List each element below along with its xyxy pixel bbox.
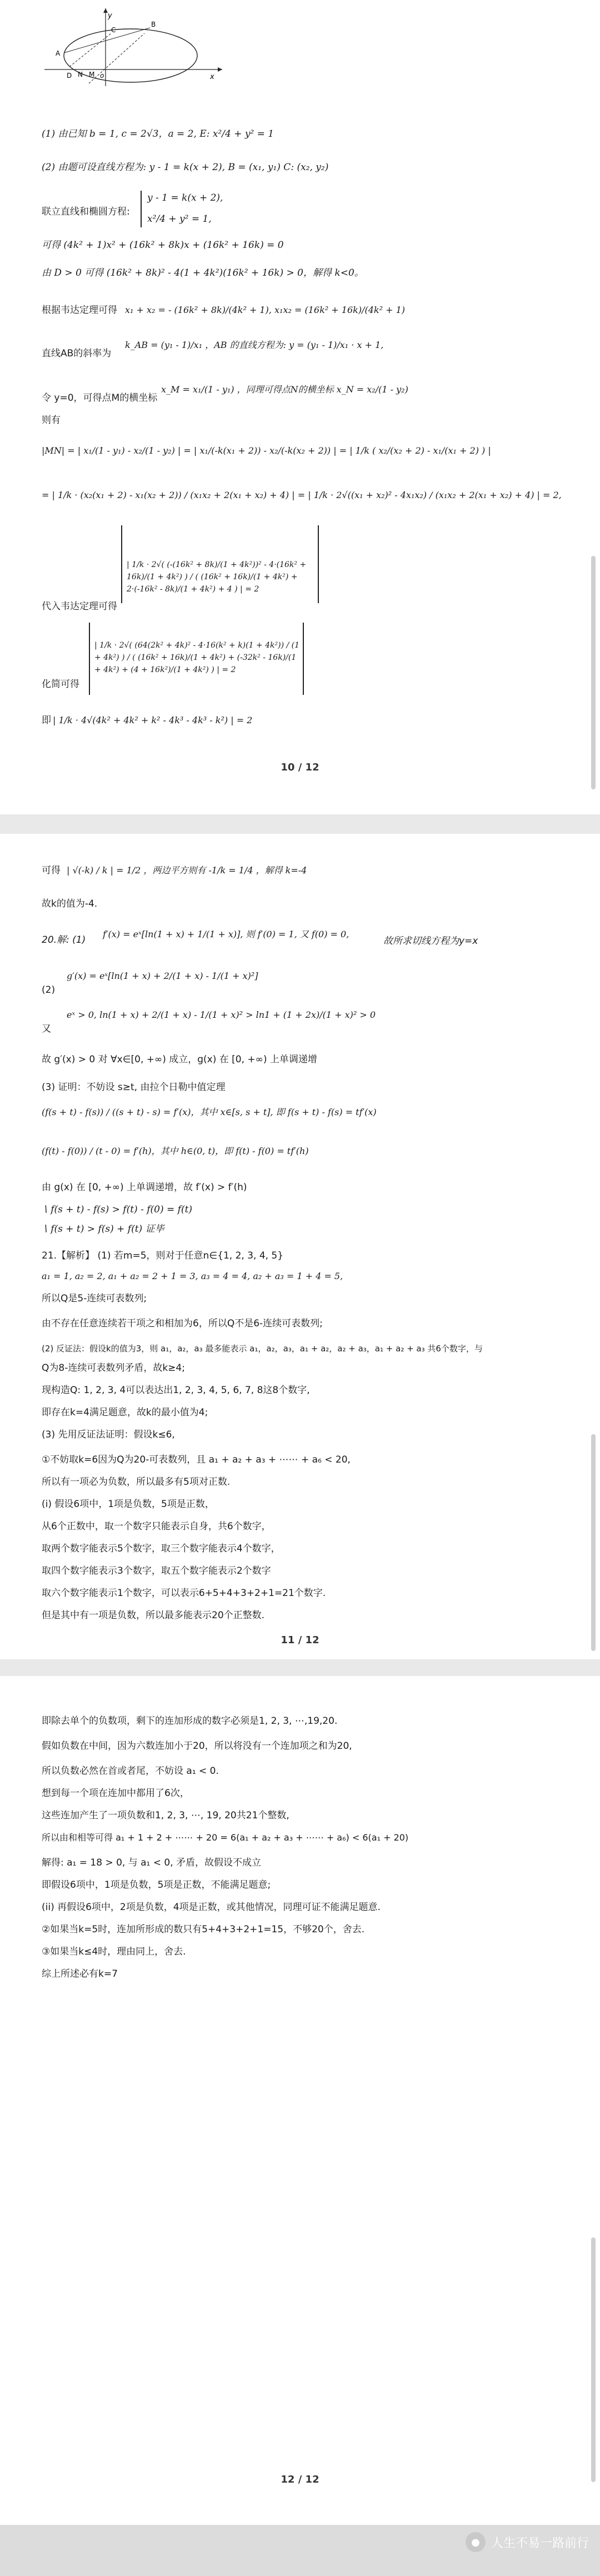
wechat-icon: ● — [466, 2532, 486, 2552]
p2-line-28: 取六个数字能表示1个数字，可以表示6+5+4+3+2+1=21个数字. — [42, 1588, 326, 1599]
p1-line-7-label: 直线AB的斜率为 — [42, 348, 112, 359]
p3-line-5: 这些连加产生了一项负数和1, 2, 3, ⋯, 19, 20共21个整数, — [42, 1810, 289, 1821]
p2-line-29: 但是其中有一项是负数，所以最多能表示20个正整数. — [42, 1610, 265, 1621]
scrollbar-thumb-page-12[interactable] — [591, 2237, 596, 2482]
page-number-12: 12 / 12 — [281, 2474, 319, 2485]
p2-line-27: 取四个数字能表示3个数字，取五个数字能表示2个数字 — [42, 1565, 271, 1577]
p2-line-7: (3) 证明：不妨设 s≥t, 由拉个日勒中值定理 — [42, 1082, 226, 1093]
system-brace — [141, 191, 142, 227]
p2-line-22: ①不妨取k=6因为Q为20-可表数列，且 a₁ + a₂ + a₃ + ⋯⋯ + a₆ < 20, — [42, 1454, 351, 1465]
point-label-n: N — [78, 71, 83, 78]
p1-line-2: (2) 由题可设直线方程为: y - 1 = k(x + 2), B = (x₁, y₁) C: (x₂, y₂) — [42, 162, 329, 173]
p2-line-23: 所以有一项必为负数，所以最多有5项对正数. — [42, 1476, 231, 1488]
p1-line-8-eq: x_M = x₁/(1 - y₁) ，同理可得点N的横坐标 x_N = x₂/(1 - y₂) — [161, 384, 408, 395]
p3-line-7: 解得: a₁ = 18 > 0, 与 a₁ < 0, 矛盾，故假设不成立 — [42, 1857, 262, 1868]
p2-line-5-label: 又 — [42, 1023, 51, 1035]
p2-line-19: 现构造Q: 1, 2, 3, 4可以表达出1, 2, 3, 4, 5, 6, 7, 8这8个数字, — [42, 1385, 310, 1396]
p1-line-3-label: 联立直线和椭圆方程: — [42, 206, 130, 217]
p3-line-3: 所以负数必然在首或者尾，不妨设 a₁ < 0. — [42, 1766, 219, 1777]
p2-line-3-eq: f′(x) = eˣ[ln(1 + x) + 1/(1 + x)], 则 f′(0) = 1, 又 f(0) = 0, — [103, 929, 349, 939]
p2-line-2: 故k的值为-4. — [42, 898, 98, 909]
watermark — [466, 2532, 589, 2552]
p2-line-10: 由 g(x) 在 [0, +∞) 上单调递增，故 f′(x) > f′(h) — [42, 1182, 247, 1193]
point-label-a: A — [56, 49, 61, 57]
p1-line-12-eq: | 1/k · 2√( (-(16k² + 8k)/(1 + 4k²))² - 4·(16k² + 16k)/(1 + 4k²) ) / ( (16k² + 16k)/(1 + 4k²) + 2·(-16k² - 8k)/(1 + 4k²) + 4 ) | = 2 — [127, 560, 307, 594]
p2-line-26: 取两个数字能表示5个数字，取三个数字能表示4个数字， — [42, 1543, 281, 1554]
point-label-b: B — [151, 21, 156, 28]
p1-line-5: 由 D > 0 可得 (16k² + 8k)² - 4(1 + 4k²)(16k² + 16k) > 0，解得 k<0。 — [42, 267, 364, 279]
p2-line-1-label: 可得 — [42, 865, 61, 876]
p2-line-18: Q为8-连续可表数列矛盾，故k≥4; — [42, 1362, 185, 1374]
p2-line-4-label: (2) — [42, 984, 56, 996]
point-label-d: D — [67, 72, 72, 79]
p2-line-3-note: 故所求切线方程为y=x — [383, 936, 478, 947]
p1-line-6-eq: x₁ + x₂ = - (16k² + 8k)/(4k² + 1), x₁x₂ = (16k² + 16k)/(4k² + 1) — [125, 305, 405, 315]
scrollbar-thumb-page-11[interactable] — [591, 1434, 596, 1651]
p1-line-3-eq1: y - 1 = k(x + 2), — [147, 192, 223, 203]
point-label-c: C — [111, 26, 116, 34]
p1-line-13-label: 化简可得 — [42, 679, 79, 690]
document-page-11 — [0, 834, 600, 1659]
p3-line-12: 综上所述必有k=7 — [42, 1968, 118, 1980]
p3-line-11: ③如果当k≤4时，理由同上，舍去. — [42, 1946, 186, 1957]
p2-line-24: (i) 假设6项中，1项是负数，5项是正数， — [42, 1499, 214, 1510]
p1-line-3-eq2: x²/4 + y² = 1, — [147, 213, 212, 225]
p2-line-3-label: 20.解: (1) — [42, 934, 86, 946]
p2-line-25: 从6个正数中，取一个数字只能表示自身，共6个数字， — [42, 1521, 271, 1532]
scrollbar-thumb-page-10[interactable] — [591, 556, 596, 789]
point-label-m: M — [89, 71, 95, 78]
p2-line-15: 所以Q是5-连续可表数列; — [42, 1293, 147, 1304]
watermark-text: 人生不易一路前行 — [491, 2536, 589, 2550]
p1-line-14-eq: | 1/k · 4√(4k² + 4k² + k² - 4k³ - 4k³ - k²) | = 2 — [53, 715, 253, 725]
p2-line-17: (2) 反证法：假设k的值为3，则 a₁，a₂，a₃ 最多能表示 a₁，a₂，a₃，a₁ + a₂，a₂ + a₃，a₁ + a₂ + a₃ 共6个数字，与 — [42, 1344, 483, 1354]
p2-line-9: (f(t) - f(0)) / (t - 0) = f′(h)，其中 h∈(0, t)，即 f(t) - f(0) = tf′(h) — [42, 1146, 309, 1156]
p2-line-13: 21.【解析】 (1) 若m=5，则对于任意n∈{1, 2, 3, 4, 5} — [42, 1250, 284, 1261]
document-page-12 — [0, 1676, 600, 2525]
page-number-11: 11 / 12 — [281, 1634, 319, 1646]
p2-line-21: (3) 先用反证法证明：假设k≤6, — [42, 1429, 175, 1440]
ellipse-diagram — [33, 6, 233, 89]
p1-line-6-label: 根据韦达定理可得 — [42, 305, 117, 316]
p2-line-5-eq: eˣ > 0, ln(1 + x) + 2/(1 + x) - 1/(1 + x)² > ln1 + (1 + 2x)/(1 + x)² > 0 — [67, 1009, 376, 1020]
p1-line-10: |MN| = | x₁/(1 - y₁) - x₂/(1 - y₂) | = | x₁/(-k(x₁ + 2)) - x₂/(-k(x₂ + 2)) | = | 1/k ( x₂/(x₂ + 2) - x₁/(x₁ + 2) ) | — [42, 445, 491, 456]
axis-label-x: x — [210, 73, 214, 81]
p2-line-20: 即存在k=4满足题意，故k的最小值为4; — [42, 1407, 208, 1418]
axis-label-y: y — [108, 12, 112, 20]
p3-line-10: ②如果当k=5时，连加所形成的数只有5+4+3+2+1=15，不够20个，舍去. — [42, 1924, 365, 1935]
p2-line-6: 故 g′(x) > 0 对 ∀x∈[0, +∞) 成立，g(x) 在 [0, +∞) 上单调递增 — [42, 1054, 317, 1065]
p2-line-1-eq: | √(-k) / k | = 1/2 ，两边平方则有 -1/k = 1/4 ，解得 k=-4 — [67, 865, 307, 876]
p3-line-4: 想到每一个项在连加中都用了6次， — [42, 1788, 189, 1799]
p2-line-12: ∖ f(s + t) > f(s) + f(t) 证毕 — [42, 1224, 164, 1235]
p1-line-8-label: 令 y=0，可得点M的横坐标 — [42, 392, 158, 404]
p3-line-9: (ii) 再假设6项中，2项是负数，4项是正数，或其他情况，同理可证不能满足题意. — [42, 1902, 381, 1913]
abs-bar-left-1 — [121, 525, 122, 603]
p1-line-13-eq: | 1/k · 2√( (64(2k² + 4k)² - 4·16(k² + k)(1 + 4k²)) / (1 + 4k²) ) / ( (16k² + 16k)/(1 + 4k²) + (-32k² - 16k)/(1 + 4k²) + (4 + 16k²)/(1 + 4k²) ) | = 2 — [94, 641, 300, 674]
p3-line-2: 假如负数在中间，因为六数连加小于20，所以将没有一个连加项之和为20, — [42, 1740, 352, 1752]
p2-line-16: 由不存在任意连续若干项之和相加为6，所以Q不是6-连续可表数列; — [42, 1318, 323, 1329]
p2-line-4-eq: g′(x) = eˣ[ln(1 + x) + 2/(1 + x) - 1/(1 + x)²] — [67, 971, 258, 981]
p3-line-1: 即除去单个的负数项，剩下的连加形成的数字必须是1, 2, 3, ⋯,19,20. — [42, 1715, 338, 1727]
p1-line-4: 可得 (4k² + 1)x² + (16k² + 8k)x + (16k² + 16k) = 0 — [42, 240, 284, 251]
p1-line-12-label: 代入韦达定理可得 — [42, 601, 117, 612]
document-page-10 — [0, 0, 600, 814]
origin-label: o — [100, 72, 104, 79]
abs-bar-right-1 — [318, 525, 319, 603]
page-number-10: 10 / 12 — [281, 762, 319, 773]
p1-line-7-eq: k_AB = (y₁ - 1)/x₁ ，AB 的直线方程为: y = (y₁ - 1)/x₁ · x + 1, — [125, 340, 384, 350]
p1-line-1: (1) 由已知 b = 1, c = 2√3，a = 2, E: x²/4 + y² = 1 — [42, 128, 274, 140]
p1-line-14-label: 即 — [42, 715, 51, 726]
p2-line-11: ∖ f(s + t) - f(s) > f(t) - f(0) = f(t) — [42, 1204, 193, 1215]
p1-line-11: = | 1/k · (x₂(x₁ + 2) - x₁(x₂ + 2)) / (x₁x₂ + 2(x₁ + x₂) + 4) | = | 1/k · 2√((x₁ + x₂)² - 4x₁x₂) / (x₁x₂ + 2(x₁ + x₂) + 4) | = 2, — [42, 490, 562, 500]
p2-line-8: (f(s + t) - f(s)) / ((s + t) - s) = f′(x)，其中 x∈[s, s + t], 即 f(s + t) - f(s) = tf′(x) — [42, 1107, 377, 1117]
p1-line-9: 则有 — [42, 415, 61, 426]
p2-line-14: a₁ = 1, a₂ = 2, a₁ + a₂ = 2 + 1 = 3, a₃ = 4 = 4, a₂ + a₃ = 1 + 4 = 5, — [42, 1271, 343, 1281]
abs-bar-right-2 — [303, 623, 304, 695]
p3-line-6: 所以由和相等可得 a₁ + 1 + 2 + ⋯⋯ + 20 = 6(a₁ + a₂ + a₃ + ⋯⋯ + a₆) < 6(a₁ + 20) — [42, 1832, 409, 1843]
abs-bar-left-2 — [89, 623, 90, 695]
p3-line-8: 即假设6项中，1项是负数，5项是正数，不能满足题意; — [42, 1879, 271, 1891]
